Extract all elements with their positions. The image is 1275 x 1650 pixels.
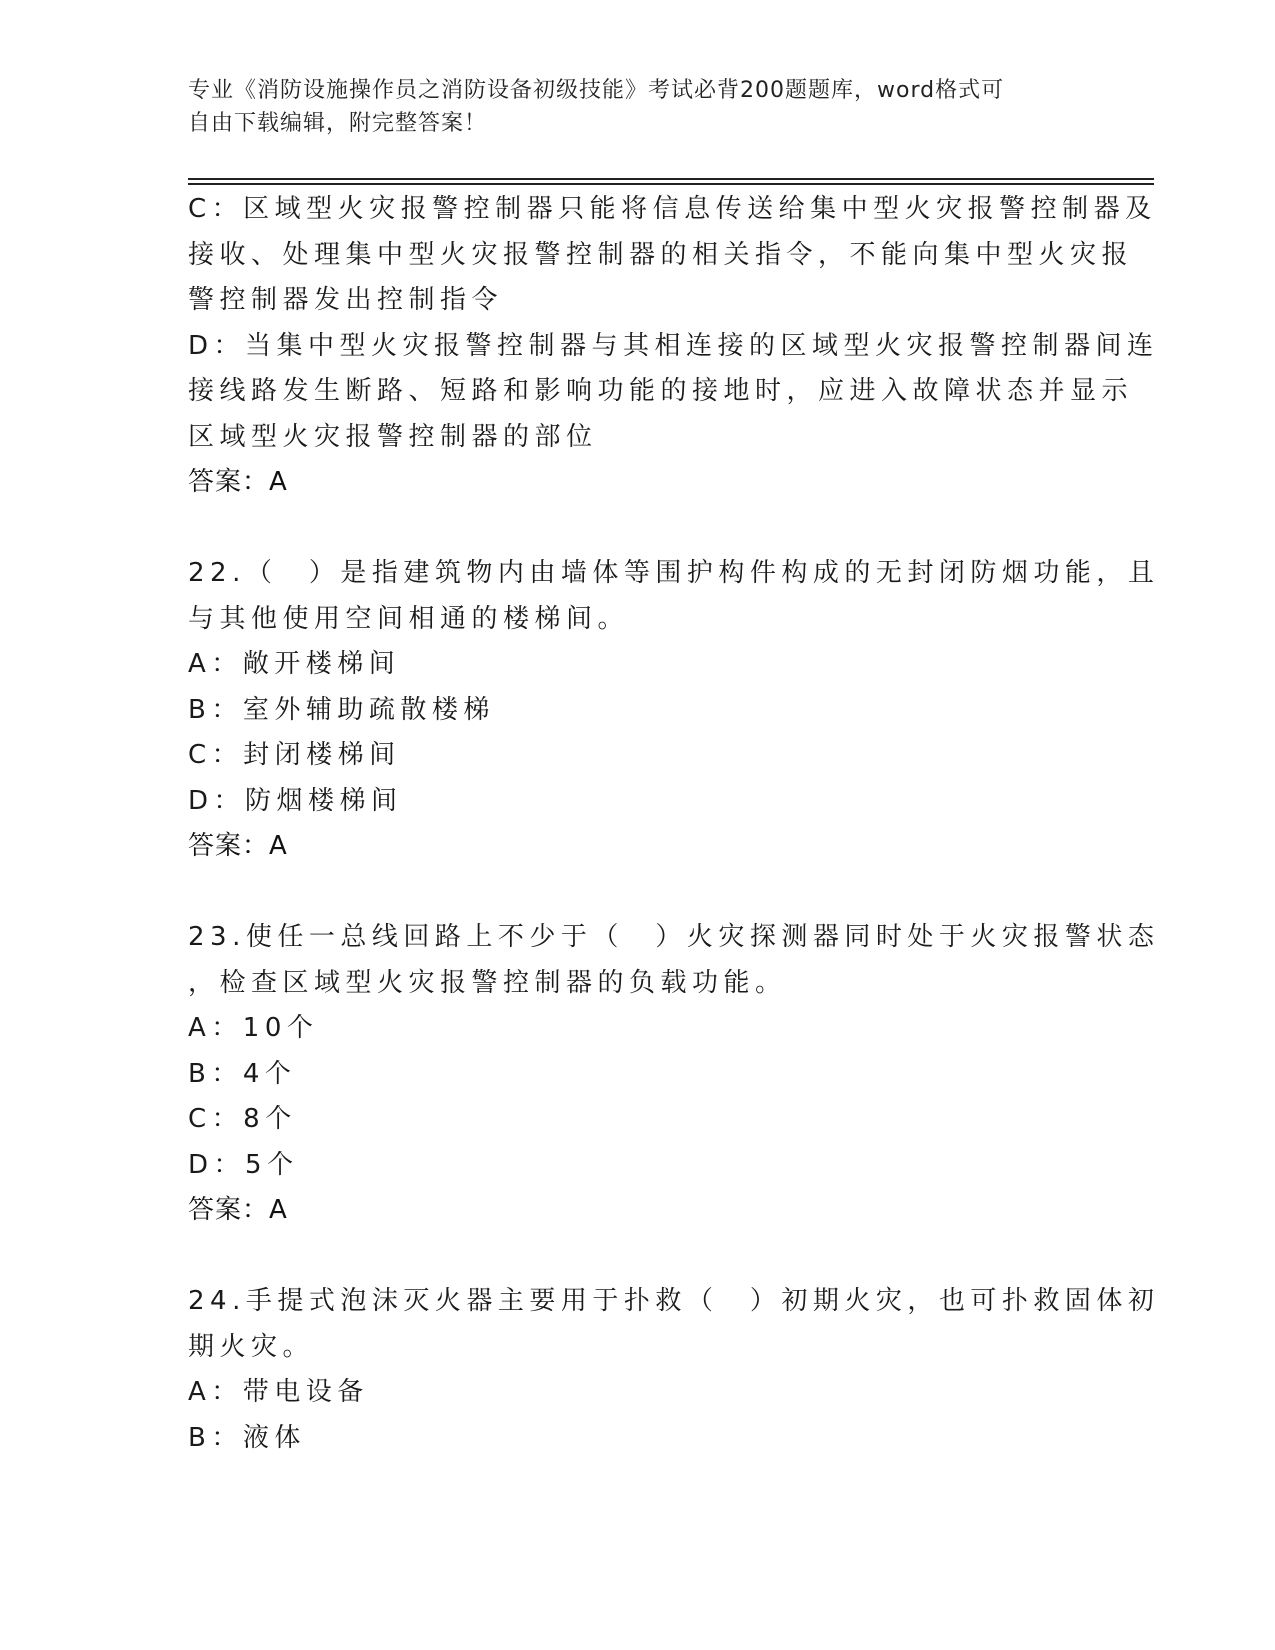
spacer	[188, 506, 1088, 552]
question-stem: 22.（ ）是指建筑物内由墙体等围护构件构成的无封闭防烟功能，且	[188, 558, 1160, 588]
answer-label: 答案：A	[188, 467, 288, 497]
option-c: C：8个	[188, 1104, 297, 1134]
spacer	[188, 1234, 1088, 1280]
question-stem: 与其他使用空间相通的楼梯间。	[188, 603, 630, 634]
question-stem: ，检查区域型火灾报警控制器的负载功能。	[188, 967, 787, 998]
question-content	[188, 187, 1160, 1461]
answer-label: 答案：A	[188, 1195, 288, 1225]
option-a: A：敞开楼梯间	[188, 649, 401, 679]
header-line-1: 专业《消防设施操作员之消防设备初级技能》考试必背200题题库，word格式可	[188, 78, 1005, 103]
question-23	[188, 915, 1160, 1234]
option-b: B：室外辅助疏散楼梯	[188, 694, 495, 725]
option-a: A：10个	[188, 1013, 319, 1043]
option-c-line: 接收、处理集中型火灾报警控制器的相关指令，不能向集中型火灾报	[188, 239, 1134, 270]
option-a: A：带电设备	[188, 1377, 369, 1407]
option-d: D：防烟楼梯间	[188, 785, 403, 816]
option-d-line: 接线路发生断路、短路和影响功能的接地时，应进入故障状态并显示	[188, 376, 1134, 406]
option-c-line: 警控制器发出控制指令	[188, 285, 504, 315]
question-21-tail	[188, 187, 1159, 506]
question-stem: 23.使任一总线回路上不少于（ ）火灾探测器同时处于火灾报警状态	[188, 922, 1160, 952]
option-c-line: C：区域型火灾报警控制器只能将信息传送给集中型火灾报警控制器及	[188, 194, 1157, 224]
option-d-line: D：当集中型火灾报警控制器与其相连接的区域型火灾报警控制器间连	[188, 330, 1159, 361]
header-line-2: 自由下载编辑，附完整答案！	[188, 111, 488, 136]
header-rule-bottom	[188, 183, 1154, 185]
answer-label: 答案：A	[188, 831, 288, 861]
option-d: D：5个	[188, 1149, 299, 1180]
option-b: B：液体	[188, 1422, 306, 1453]
question-22	[188, 551, 1160, 870]
header-rule-top	[188, 178, 1154, 180]
question-24	[188, 1279, 1160, 1461]
option-d-line: 区域型火灾报警控制器的部位	[188, 421, 598, 452]
option-c: C：封闭楼梯间	[188, 740, 401, 770]
spacer	[188, 870, 1088, 916]
question-stem: 期火灾。	[188, 1331, 315, 1362]
document-header	[188, 74, 1058, 140]
option-b: B：4个	[188, 1058, 297, 1089]
question-stem: 24.手提式泡沫灭火器主要用于扑救（ ）初期火灾，也可扑救固体初	[188, 1286, 1160, 1316]
